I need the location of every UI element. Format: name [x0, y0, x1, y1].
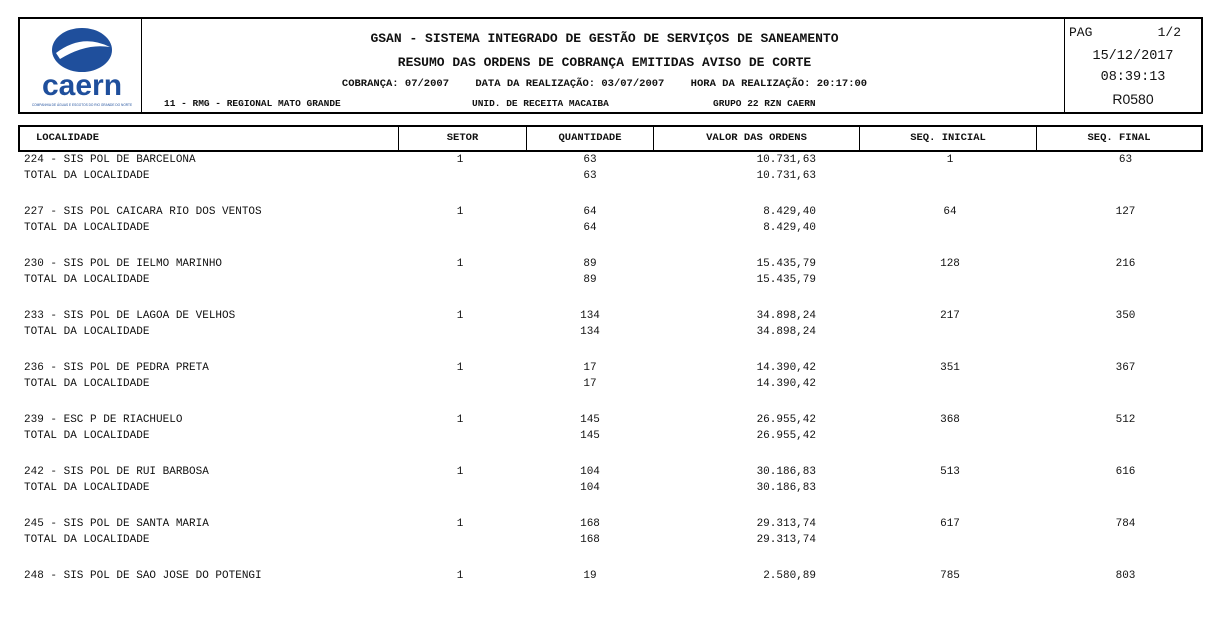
total-label: TOTAL DA LOCALIDADE [24, 482, 150, 494]
setor-value: 1 [456, 362, 464, 374]
setor-value: 1 [456, 206, 464, 218]
print-date: 15/12/2017 [1092, 49, 1174, 64]
seq-final-value: 367 [1115, 362, 1136, 374]
cobranca-text: COBRANÇA: 07/2007 [341, 78, 450, 90]
report-meta [142, 78, 1067, 90]
seq-final-value: 512 [1115, 414, 1136, 426]
total-valor: 14.390,42 [756, 378, 816, 390]
localidade-name: 227 - SIS POL CAICARA RIO DOS VENTOS [24, 206, 262, 218]
localidade-name: 242 - SIS POL DE RUI BARBOSA [24, 466, 209, 478]
report-system-title: GSAN - SISTEMA INTEGRADO DE GESTÃO DE SERVIÇOS DE SANEAMENTO [370, 31, 839, 46]
total-quantidade: 104 [580, 482, 600, 494]
data-realizacao-text: DATA DA REALIZAÇÃO: 03/07/2007 [475, 78, 665, 90]
valor-value: 8.429,40 [763, 206, 816, 218]
valor-value: 15.435,79 [756, 258, 816, 270]
table-row [0, 308, 1219, 324]
localidade-name: 224 - SIS POL DE BARCELONA [24, 154, 196, 166]
caern-logo-icon [26, 25, 138, 109]
localidade-group [0, 204, 1219, 256]
seq-inicial-value: 64 [943, 206, 957, 218]
total-valor: 15.435,79 [756, 274, 816, 286]
seq-final-value: 350 [1115, 310, 1136, 322]
total-quantidade: 17 [583, 378, 597, 390]
valor-value: 34.898,24 [756, 310, 816, 322]
column-header [18, 125, 1203, 152]
page-label: PAG [1069, 25, 1093, 40]
valor-value: 14.390,42 [756, 362, 816, 374]
quantidade-value: 168 [580, 518, 600, 530]
total-label: TOTAL DA LOCALIDADE [24, 274, 150, 286]
localidade-group [0, 360, 1219, 412]
logo-subtext: COMPANHIA DE ÁGUAS E ESGOTOS DO RIO GRANDE DO NORTE [31, 103, 133, 107]
seq-final-value: 216 [1115, 258, 1136, 270]
setor-value: 1 [456, 258, 464, 270]
setor-value: 1 [456, 518, 464, 530]
table-row [0, 204, 1219, 220]
seq-inicial-value: 128 [940, 258, 960, 270]
hora-realizacao-text: HORA DA REALIZAÇÃO: 20:17:00 [690, 78, 868, 90]
col-valor: VALOR DAS ORDENS [654, 127, 860, 150]
quantidade-value: 19 [583, 570, 597, 582]
setor-value: 1 [456, 466, 464, 478]
quantidade-value: 63 [583, 154, 597, 166]
total-label: TOTAL DA LOCALIDADE [24, 378, 150, 390]
table-row [0, 464, 1219, 480]
total-row [0, 272, 1219, 288]
localidade-name: 248 - SIS POL DE SAO JOSE DO POTENGI [24, 570, 262, 582]
total-quantidade: 168 [580, 534, 600, 546]
quantidade-value: 145 [580, 414, 600, 426]
localidade-group [0, 308, 1219, 360]
print-time: 08:39:13 [1100, 70, 1166, 85]
col-localidade: LOCALIDADE [20, 127, 399, 150]
localidade-group [0, 516, 1219, 568]
localidade-name: 245 - SIS POL DE SANTA MARIA [24, 518, 209, 530]
total-label: TOTAL DA LOCALIDADE [24, 430, 150, 442]
valor-value: 10.731,63 [756, 154, 816, 166]
seq-inicial-value: 217 [940, 310, 960, 322]
localidade-name: 233 - SIS POL DE LAGOA DE VELHOS [24, 310, 236, 322]
total-valor: 10.731,63 [756, 170, 816, 182]
col-setor: SETOR [399, 127, 527, 150]
page-indicator [1069, 25, 1193, 40]
report-code: R0580 [1112, 91, 1154, 107]
quantidade-value: 17 [583, 362, 597, 374]
quantidade-value: 134 [580, 310, 600, 322]
quantidade-value: 64 [583, 206, 597, 218]
total-label: TOTAL DA LOCALIDADE [24, 534, 150, 546]
setor-value: 1 [456, 414, 464, 426]
seq-inicial-value: 351 [940, 362, 960, 374]
seq-final-value: 784 [1115, 518, 1136, 530]
total-row [0, 376, 1219, 392]
col-seq-inicial: SEQ. INICIAL [860, 127, 1037, 150]
total-row [0, 168, 1219, 184]
total-quantidade: 63 [583, 170, 597, 182]
total-quantidade: 89 [583, 274, 597, 286]
localidade-name: 236 - SIS POL DE PEDRA PRETA [24, 362, 209, 374]
page-number: 1/2 [1157, 25, 1181, 40]
regional-text: 11 - RMG - REGIONAL MATO GRANDE [164, 98, 341, 109]
valor-value: 30.186,83 [756, 466, 816, 478]
total-valor: 30.186,83 [756, 482, 816, 494]
seq-inicial-value: 368 [940, 414, 960, 426]
total-row [0, 324, 1219, 340]
seq-final-value: 616 [1115, 466, 1136, 478]
caern-logo [20, 19, 142, 112]
total-valor: 8.429,40 [763, 222, 816, 234]
localidade-name: 239 - ESC P DE RIACHUELO [24, 414, 183, 426]
report-title: RESUMO DAS ORDENS DE COBRANÇA EMITIDAS AVISO DE CORTE [397, 55, 812, 70]
total-label: TOTAL DA LOCALIDADE [24, 170, 150, 182]
localidade-group [0, 464, 1219, 516]
localidade-group [0, 152, 1219, 204]
total-quantidade: 134 [580, 326, 600, 338]
total-label: TOTAL DA LOCALIDADE [24, 222, 150, 234]
localidade-name: 230 - SIS POL DE IELMO MARINHO [24, 258, 223, 270]
seq-inicial-value: 513 [940, 466, 960, 478]
unidade-text: UNID. DE RECEITA MACAIBA [472, 98, 609, 109]
quantidade-value: 104 [580, 466, 600, 478]
setor-value: 1 [456, 570, 464, 582]
total-valor: 34.898,24 [756, 326, 816, 338]
seq-inicial-value: 1 [946, 154, 954, 166]
logo-text: caern [41, 69, 123, 102]
table-row [0, 568, 1219, 584]
seq-final-value: 63 [1118, 154, 1133, 166]
valor-value: 2.580,89 [763, 570, 816, 582]
valor-value: 29.313,74 [756, 518, 816, 530]
total-valor: 29.313,74 [756, 534, 816, 546]
total-valor: 26.955,42 [756, 430, 816, 442]
header-right [1064, 19, 1201, 112]
seq-final-value: 803 [1115, 570, 1136, 582]
total-label: TOTAL DA LOCALIDADE [24, 326, 150, 338]
total-quantidade: 64 [583, 222, 597, 234]
total-quantidade: 145 [580, 430, 600, 442]
report-header [18, 17, 1203, 114]
col-seq-final: SEQ. FINAL [1087, 132, 1151, 144]
quantidade-value: 89 [583, 258, 597, 270]
seq-inicial-value: 617 [940, 518, 960, 530]
table-row [0, 516, 1219, 532]
seq-final-value: 127 [1115, 206, 1136, 218]
table-row [0, 256, 1219, 272]
total-row [0, 220, 1219, 236]
grupo-text: GRUPO 22 RZN CAERN [713, 98, 816, 109]
table-row [0, 412, 1219, 428]
table-row [0, 152, 1219, 168]
report-rows [0, 152, 1219, 620]
header-center [142, 19, 1067, 112]
table-row [0, 360, 1219, 376]
setor-value: 1 [456, 154, 464, 166]
localidade-group [0, 568, 1219, 620]
seq-inicial-value: 785 [940, 570, 960, 582]
setor-value: 1 [456, 310, 464, 322]
localidade-group [0, 256, 1219, 308]
total-row [0, 532, 1219, 548]
col-quantidade: QUANTIDADE [527, 127, 654, 150]
valor-value: 26.955,42 [756, 414, 816, 426]
total-row [0, 428, 1219, 444]
total-row [0, 480, 1219, 496]
localidade-group [0, 412, 1219, 464]
